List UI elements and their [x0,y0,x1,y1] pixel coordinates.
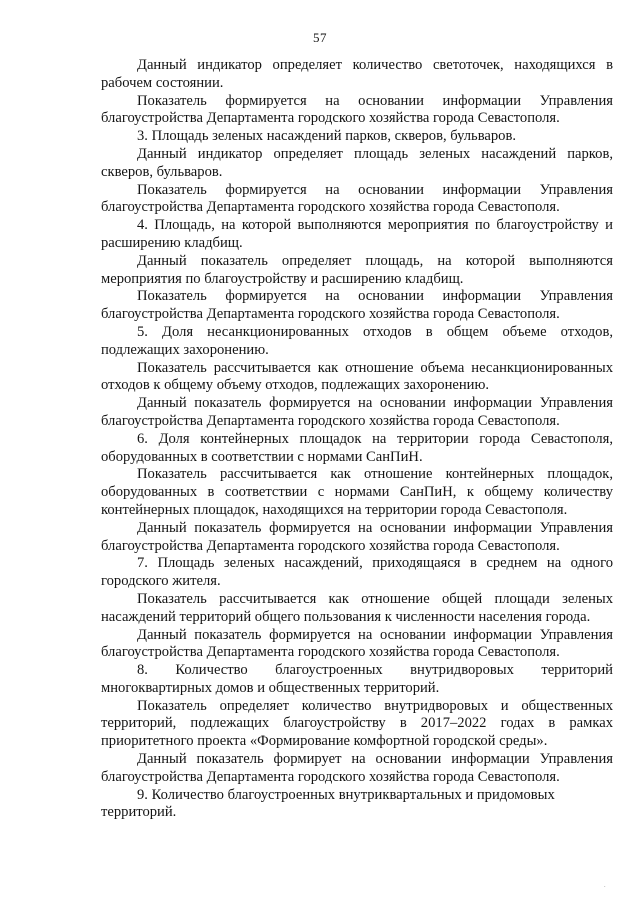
paragraph-7: Данный показатель определяет площадь, на которой выполняются мероприятия по благоустройству и расширению кладбищ. [101,252,613,287]
paragraph-5: Показатель формируется на основании информации Управления благоустройства Департамента городского хозяйства города Севастополя. [101,181,613,216]
paragraph-17: Данный показатель формируется на основании информации Управления благоустройства Департамента городского хозяйства города Севастополя. [101,626,613,661]
paragraph-4: Данный индикатор определяет площадь зеленых насаждений парков, скверов, бульваров. [101,145,613,180]
paragraph-2: Показатель формируется на основании информации Управления благоустройства Департамента городского хозяйства города Севастополя. [101,92,613,127]
indicator-8-heading: 8. Количество благоустроенных внутридворовых территорий многоквартирных домов и общественных территорий. [101,662,613,696]
paragraph-11: Данный показатель формируется на основании информации Управления благоустройства Департамента городского хозяйства города Севастополя. [101,395,613,429]
indicator-9-heading: 9. Количество благоустроенных внутриквартальных и придомовых территорий. [101,786,555,821]
page-number: 57 [313,30,327,45]
paragraph-13: Показатель рассчитывается как отношение контейнерных площадок, оборудованных в соответствии с нормами СанПиН, к общему количеству контейнерных площадок, находящихся на территории города Севастополя. [101,466,613,518]
paragraph-10: Показатель рассчитывается как отношение объема несанкционированных отходов к общему объему отходов, подлежащих захоронению. [101,359,613,394]
document-body [101,57,613,822]
paragraph-1: Данный индикатор определяет количество светоточек, находящихся в рабочем состоянии. [101,57,613,91]
indicator-5-heading: 5. Доля несанкционированных отходов в общем объеме отходов, подлежащих захоронению. [101,323,613,358]
paragraph-16: Показатель рассчитывается как отношение общей площади зеленых насаждений территорий общего пользования к численности населения города. [101,590,613,625]
paragraph-19: Показатель определяет количество внутридворовых и общественных территорий, подлежащих благоустройству в 2017–2022 годах в рамках приоритетного проекта «Формирование комфортной городской среды». [101,697,613,750]
corner-mark: · [603,883,606,891]
paragraph-20: Данный показатель формирует на основании информации Управления благоустройства Департамента городского хозяйства города Севастополя. [101,751,613,785]
indicator-4-heading: 4. Площадь, на которой выполняются мероприятия по благоустройству и расширению кладбищ. [101,217,613,251]
indicator-3-heading: 3. Площадь зеленых насаждений парков, скверов, бульваров. [137,128,517,145]
indicator-6-heading: 6. Доля контейнерных площадок на территории города Севастополя, оборудованных в соответствии с нормами СанПиН. [101,430,613,465]
paragraph-14: Данный показатель формируется на основании информации Управления благоустройства Департамента городского хозяйства города Севастополя. [101,519,613,554]
indicator-7-heading: 7. Площадь зеленых насаждений, приходящаяся в среднем на одного городского жителя. [101,555,613,590]
paragraph-8: Показатель формируется на основании информации Управления благоустройства Департамента городского хозяйства города Севастополя. [101,288,613,323]
